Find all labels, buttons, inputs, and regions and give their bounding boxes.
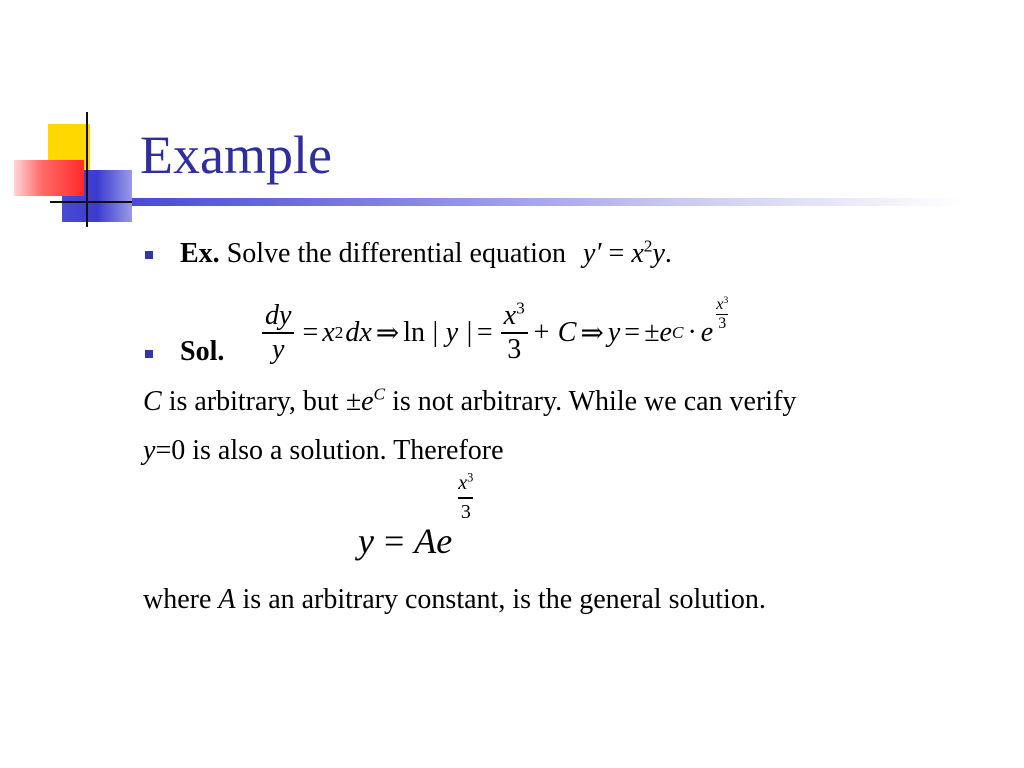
sol-label: Sol. (180, 336, 225, 367)
bullet-icon (145, 251, 153, 259)
equals-sign: = (476, 316, 493, 348)
general-solution-equation (358, 470, 474, 562)
decorative-red-block (14, 160, 84, 196)
text-segment: where (143, 584, 219, 615)
plus-minus-e: ±e (345, 386, 374, 417)
ln: ln (403, 316, 426, 348)
exponent-fraction (716, 296, 728, 333)
ex-eq-x: x (631, 238, 644, 269)
exponent-fraction (458, 472, 473, 524)
exp-numerator-x: x (716, 296, 724, 314)
superscript: C (373, 384, 386, 404)
ex-eq-sup: 2 (643, 236, 653, 256)
equals-sign: = (383, 521, 405, 561)
var-y: y (143, 435, 156, 466)
frac-denominator: y (272, 333, 285, 365)
implies-symbol: ⇒ (580, 317, 604, 349)
superscript: 3 (467, 470, 474, 485)
decorative-vertical-line (86, 112, 88, 227)
example-line (180, 236, 672, 269)
solution-equation: $\frac{dy}{y}$ = x 2 dx ⇒ ln | y | = $\frac{x^3}{3}$ + C ⇒ y = ±e C · e $x^3$ 3 (258, 300, 728, 366)
frac-numerator: dy (265, 300, 292, 331)
ex-text: Solve the differential equation (226, 238, 566, 269)
slide-title: Example (140, 125, 332, 185)
text-line-1 (143, 384, 797, 417)
text-segment: is an arbitrary constant, is the general solution. (235, 584, 766, 615)
text-line-2 (143, 437, 504, 465)
var-e: e (700, 316, 714, 348)
var-c: C (143, 386, 162, 417)
text-line-3 (143, 586, 766, 614)
title-underline-rule (132, 198, 962, 206)
Ae: Ae (414, 521, 453, 561)
abs-y: | y | (431, 316, 473, 348)
text-segment: is arbitrary, but (161, 386, 346, 417)
fraction-dy-over-y (262, 300, 294, 366)
exp-denominator: 3 (718, 315, 727, 333)
ex-eq-lhs: y′ (582, 238, 602, 269)
text-segment: is not arbitrary. While we can verify (385, 386, 797, 417)
dx: dx (345, 316, 372, 348)
ex-eq-eq: = (608, 238, 625, 269)
dot-operator: · (687, 316, 697, 348)
frac-numerator-x: x (503, 300, 517, 331)
plus-minus-e: ±e (644, 316, 672, 348)
equals-sign: = (624, 316, 641, 348)
implies-symbol: ⇒ (375, 317, 400, 349)
var-y: y (358, 521, 374, 561)
plus-c: + C (531, 316, 577, 348)
ex-label: Ex. (180, 238, 220, 269)
text-segment: =0 is also a solution. Therefore (155, 435, 504, 466)
var-a: A (218, 584, 236, 615)
decorative-horizontal-line (50, 201, 132, 203)
equals-sign: = (302, 316, 319, 348)
superscript: 3 (516, 298, 525, 318)
fraction-x3-over-3 (501, 300, 528, 366)
exp-numerator-x: x (458, 472, 468, 494)
ex-eq-end: . (664, 238, 672, 269)
ex-eq-y: y (652, 238, 665, 269)
var-x: x (322, 316, 335, 348)
frac-denominator: 3 (507, 333, 522, 365)
bullet-icon (145, 350, 153, 358)
var-y: y (607, 316, 621, 348)
superscript: 3 (723, 295, 729, 307)
exp-denominator: 3 (460, 500, 471, 523)
